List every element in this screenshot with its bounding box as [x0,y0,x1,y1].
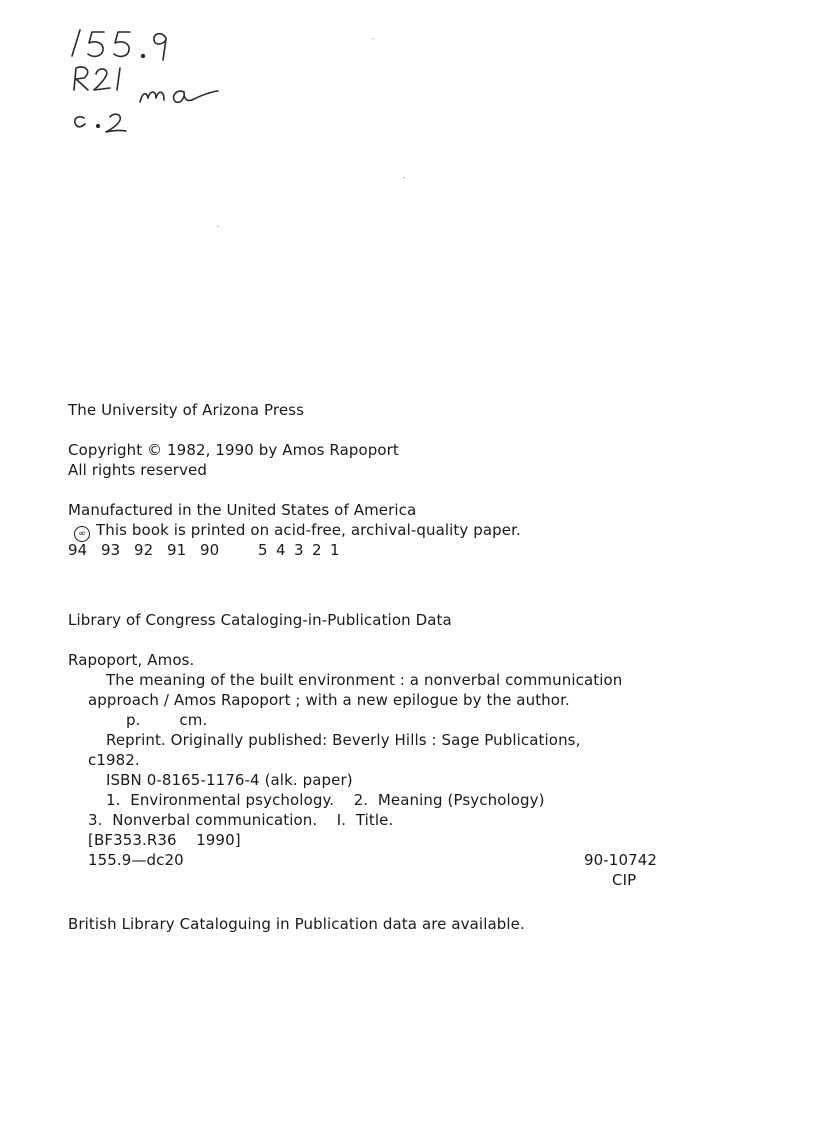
printing-year: 93 [101,541,121,559]
handwritten-call-number [60,18,240,138]
paper-note-line [74,521,521,542]
printing-year: 91 [167,541,187,559]
scan-speck [372,38,374,39]
printing-year: 90 [200,541,220,559]
british-library-note: British Library Cataloguing in Publication data are available. [68,915,525,933]
cip-title-line-1: The meaning of the built environment : a nonverbal communication [106,671,623,689]
printing-number: 5 [258,541,268,559]
cip-heading: Library of Congress Cataloging-in-Publication Data [68,611,452,629]
manufactured-line: Manufactured in the United States of America [68,501,417,519]
acid-free-paper-icon: ∞ [74,526,90,542]
printing-line [68,541,340,559]
cip-isbn: ISBN 0-8165-1176-4 (alk. paper) [106,771,353,789]
printing-number: 3 [294,541,304,559]
cip-mark: CIP [612,871,637,889]
cip-lc-class: [BF353.R36 1990] [88,831,241,849]
printing-year: 92 [134,541,154,559]
scan-speck [403,177,405,178]
cip-lccn: 90-10742 [584,851,658,869]
handwriting-drawing [60,18,240,138]
publisher-name: The University of Arizona Press [68,401,305,419]
cip-dewey: 155.9—dc20 [88,851,184,869]
cip-subjects-line-1: 1. Environmental psychology. 2. Meaning (Psychology) [106,791,545,809]
copyright-line: Copyright © 1982, 1990 by Amos Rapoport [68,441,399,459]
scan-speck [217,226,219,227]
cip-reprint-line-1: Reprint. Originally published: Beverly Hills : Sage Publications, [106,731,581,749]
printing-number: 2 [312,541,322,559]
printing-number: 1 [330,541,340,559]
cip-reprint-line-2: c1982. [88,751,140,769]
cip-pagination: p. cm. [126,711,208,729]
cip-title-line-2: approach / Amos Rapoport ; with a new epilogue by the author. [88,691,570,709]
paper-note-text: This book is printed on acid-free, archival-quality paper. [96,521,521,539]
printing-number: 4 [276,541,286,559]
rights-line: All rights reserved [68,461,207,479]
printing-year: 94 [68,541,88,559]
cip-author: Rapoport, Amos. [68,651,195,669]
cip-subjects-line-2: 3. Nonverbal communication. I. Title. [88,811,394,829]
